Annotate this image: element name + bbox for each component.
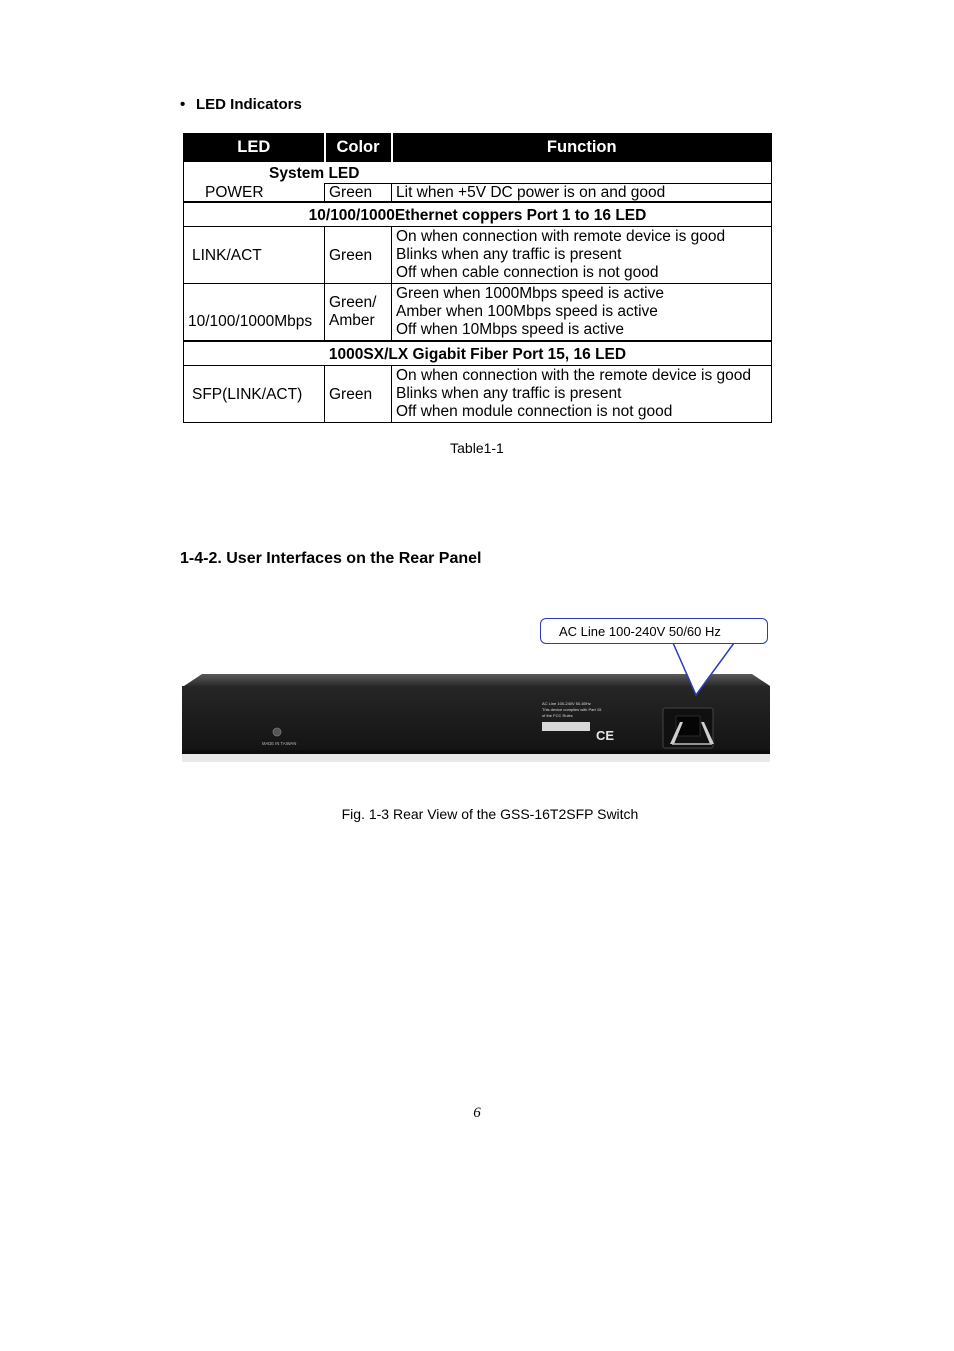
rating-label-line: This device complies with Part 15 (542, 707, 602, 712)
barcode-sticker (542, 722, 590, 731)
function-line: Off when module connection is not good (396, 403, 673, 420)
function-cell: Lit when +5V DC power is on and good (392, 184, 772, 203)
function-line: On when connection with remote device is good (396, 228, 726, 245)
led-cell: SFP(LINK/ACT) (184, 366, 325, 423)
heading-text: LED Indicators (196, 96, 302, 113)
section-title: 10/100/1000Ethernet coppers Port 1 to 16 LED (184, 202, 772, 227)
led-cell: LINK/ACT (184, 227, 325, 284)
led-table (183, 133, 772, 423)
function-line: Off when 10Mbps speed is active (396, 321, 625, 338)
function-line: Green when 1000Mbps speed is active (396, 285, 664, 302)
made-in-label: MADE IN TAIWAN (262, 741, 297, 746)
color-cell: Green (325, 227, 392, 284)
color-line: Amber (329, 312, 375, 329)
function-cell (392, 366, 772, 423)
table-row (184, 366, 772, 423)
header-function: Function (392, 134, 772, 162)
table-row (184, 284, 772, 342)
function-line: Off when cable connection is not good (396, 264, 659, 281)
header-color: Color (325, 134, 392, 162)
table-header-row (184, 134, 772, 162)
function-line: Blinks when any traffic is present (396, 385, 622, 402)
bullet-icon: • (180, 96, 186, 113)
ground-screw-icon (273, 728, 281, 736)
table-row (184, 227, 772, 284)
section-row-copper (184, 202, 772, 227)
page-number: 6 (473, 1105, 481, 1121)
led-cell: 10/100/1000Mbps (184, 284, 325, 342)
section-row-fiber (184, 341, 772, 366)
color-cell: Green (325, 366, 392, 423)
function-line: Amber when 100Mbps speed is active (396, 303, 658, 320)
section-row-system (184, 162, 772, 184)
function-cell (392, 227, 772, 284)
section-heading: 1-4-2. User Interfaces on the Rear Panel (180, 550, 482, 567)
section-title: 1000SX/LX Gigabit Fiber Port 15, 16 LED (184, 341, 772, 366)
color-cell (325, 284, 392, 342)
figure-caption: Fig. 1-3 Rear View of the GSS-16T2SFP Switch (341, 806, 639, 822)
function-cell (392, 284, 772, 342)
color-line: Green/ (329, 294, 377, 311)
rating-label-line: of the FCC Rules (542, 713, 573, 718)
function-line: Blinks when any traffic is present (396, 246, 622, 263)
function-line: On when connection with the remote device is good (396, 367, 751, 384)
table-caption: Table1-1 (450, 440, 504, 456)
led-cell: POWER (184, 184, 325, 203)
ac-line-callout: AC Line 100-240V 50/60 Hz (540, 618, 768, 644)
table-row (184, 184, 772, 203)
callout-pointer (672, 643, 738, 699)
header-led: LED (184, 134, 325, 162)
section-title: System LED (184, 162, 772, 184)
led-indicators-heading (180, 96, 302, 113)
color-cell: Green (325, 184, 392, 203)
rating-label-line: AC Line 100-240V 50-60Hz (542, 701, 591, 706)
ce-mark-icon: CE (596, 728, 615, 743)
